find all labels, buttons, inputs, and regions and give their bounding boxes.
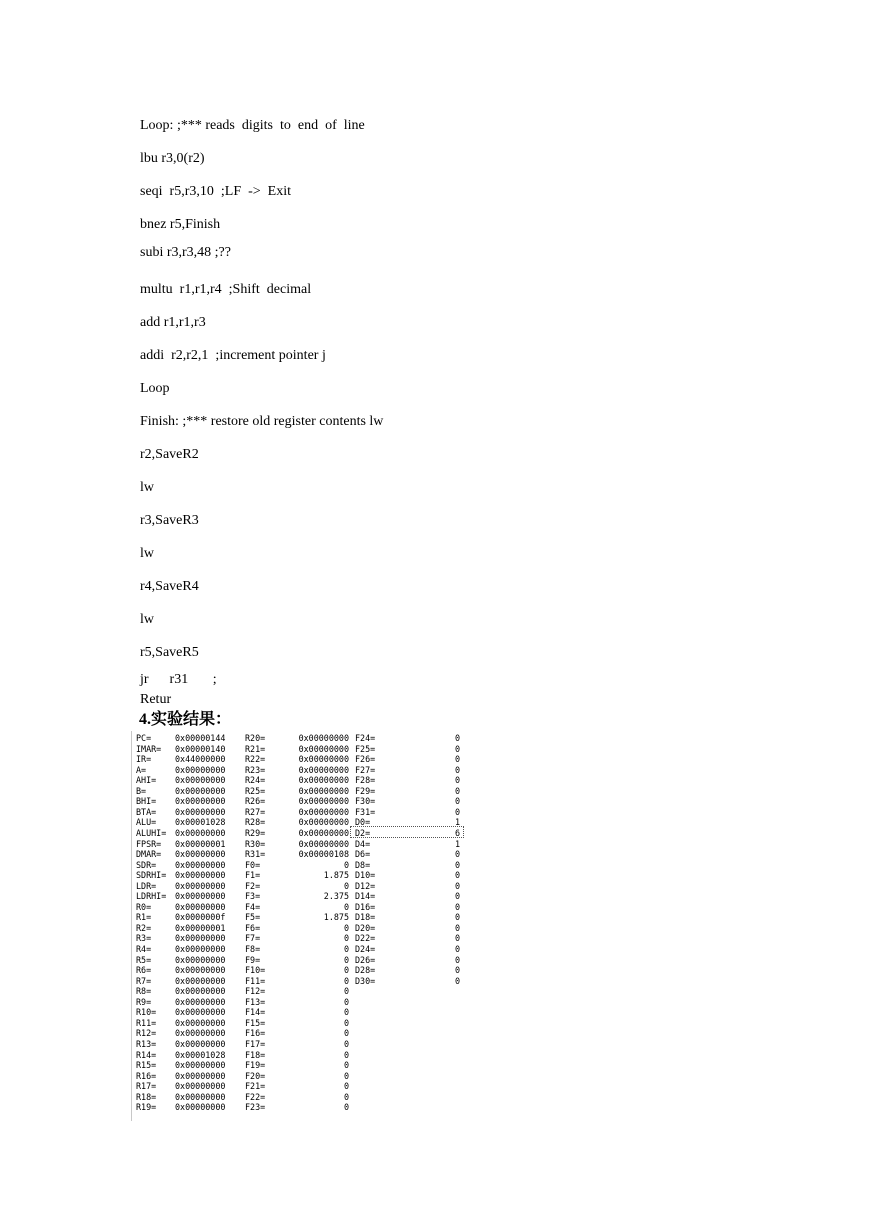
register-name: D0= [355,817,371,828]
register-name: F2= [245,880,261,891]
register-name: ALU= [136,817,157,828]
register-row [132,933,468,944]
register-name: R9= [136,996,152,1007]
register-name: SDRHI= [136,870,167,881]
register-window [131,731,468,1121]
register-name: BTA= [136,806,157,817]
register-name: R26= [245,796,266,807]
register-row [132,1102,468,1113]
register-name: R7= [136,975,152,986]
register-name: R21= [245,743,266,754]
register-name: IMAR= [136,743,162,754]
register-name: D6= [355,849,371,860]
register-name: R5= [136,954,152,965]
register-value: 0 [454,944,460,954]
register-value: 0x00000000 [175,849,226,860]
register-value: 0x0000000f [175,912,226,923]
register-value: 0 [343,1081,349,1092]
register-name: R8= [136,986,152,997]
register-value: 0x00001028 [175,817,226,828]
register-row [132,1007,468,1018]
register-name: R30= [245,838,266,849]
register-value: 0 [454,796,460,807]
register-value: 0 [343,996,349,1007]
register-row [132,870,468,881]
register-value: 0x00000000 [298,733,349,743]
register-name: F9= [245,954,261,965]
register-name: D30= [355,975,376,986]
register-value: 1 [454,817,460,828]
register-value: 0 [343,933,349,944]
register-value: 0 [343,1070,349,1081]
register-name: F10= [245,965,266,976]
register-name: D10= [355,870,376,881]
register-value: 0x00001028 [175,1049,226,1060]
register-name: LDR= [136,880,157,891]
register-name: D28= [355,965,376,976]
register-row [132,1028,468,1039]
register-row [132,849,468,860]
section-heading: 4.实验结果： [139,711,232,728]
register-name: F12= [245,986,266,997]
register-value: 0 [343,1007,349,1018]
register-name: F25= [355,743,376,754]
register-value: 0x44000000 [175,754,226,765]
register-value: 0x00000000 [298,764,349,775]
register-value: 0x00000000 [175,965,226,976]
register-row [132,860,468,871]
code-line: r4,SaveR4 [140,579,199,594]
register-value: 0 [343,922,349,933]
register-name: D22= [355,933,376,944]
register-name: F20= [245,1070,266,1081]
register-value: 0x00000000 [175,1028,226,1039]
register-value: 0x00000000 [175,764,226,775]
register-name: D8= [355,859,371,870]
register-value: 0x00000000 [175,785,226,796]
register-name: SDR= [136,859,157,870]
register-value: 2.375 [323,891,349,902]
register-value: 0x00000000 [175,1060,226,1071]
register-value: 0 [343,1028,349,1039]
register-row [132,923,468,934]
register-row [132,786,468,797]
register-name: F17= [245,1038,266,1049]
register-value: 0x00000144 [175,733,226,743]
code-line: lbu r3,0(r2) [140,151,205,166]
register-value: 0x00000000 [175,1081,226,1092]
register-name: R19= [136,1102,157,1113]
register-name: R28= [245,817,266,828]
register-value: 0 [343,986,349,997]
register-name: F21= [245,1081,266,1092]
register-value: 0 [343,901,349,912]
register-name: DMAR= [136,849,162,860]
register-name: R3= [136,933,152,944]
register-name: R17= [136,1081,157,1092]
register-value: 0x00000000 [175,1017,226,1028]
register-value: 0 [454,901,460,912]
code-line: subi r3,r3,48 ;?? [140,245,231,260]
register-value: 0 [454,912,460,923]
register-name: R11= [136,1017,157,1028]
code-line: r3,SaveR3 [140,513,199,528]
register-value: 0x00000000 [175,901,226,912]
register-name: R12= [136,1028,157,1039]
code-line: Loop: ;*** reads digits to end of line [140,118,365,133]
register-value: 0x00000001 [175,838,226,849]
register-name: R22= [245,754,266,765]
register-name: R10= [136,1007,157,1018]
register-value: 0 [454,764,460,775]
register-name: FPSR= [136,838,162,849]
register-row [132,1039,468,1050]
register-value: 0x00000000 [175,944,226,954]
register-value: 0x00000000 [175,996,226,1007]
code-line: seqi r5,r3,10 ;LF -> Exit [140,184,291,199]
register-row [132,944,468,955]
register-row [132,1060,468,1071]
register-value: 0x00000000 [298,775,349,786]
register-name: F5= [245,912,261,923]
register-name: R6= [136,965,152,976]
register-name: D12= [355,880,376,891]
register-name: R13= [136,1038,157,1049]
register-value: 1.875 [323,870,349,881]
register-value: 0 [454,743,460,754]
register-value: 0 [343,975,349,986]
register-name: A= [136,764,147,775]
register-value: 1 [454,838,460,849]
register-name: IR= [136,754,152,765]
register-name: ALUHI= [136,827,167,838]
register-value: 0x00000000 [175,806,226,817]
register-name: F6= [245,922,261,933]
register-value: 0 [343,1049,349,1060]
register-row [132,1081,468,1092]
register-value: 0 [343,1038,349,1049]
register-value: 6 [454,827,460,838]
register-name: D20= [355,922,376,933]
register-name: R27= [245,806,266,817]
register-name: D14= [355,891,376,902]
code-line: lw [140,612,154,627]
register-value: 0 [343,880,349,891]
register-name: R1= [136,912,152,923]
register-row [132,765,468,776]
code-line: Finish: ;*** restore old register contents lw [140,414,384,429]
register-name: F1= [245,870,261,881]
register-value: 0 [454,775,460,786]
register-value: 0 [343,1017,349,1028]
register-row [132,1092,468,1103]
register-row [132,754,468,765]
register-name: D26= [355,954,376,965]
register-name: R2= [136,922,152,933]
register-row [132,775,468,786]
code-line: r5,SaveR5 [140,645,199,660]
register-row [132,796,468,807]
register-value: 0x00000000 [175,775,226,786]
register-name: F29= [355,785,376,796]
register-name: R20= [245,733,266,743]
register-value: 0x00000000 [298,743,349,754]
register-name: F8= [245,944,261,954]
code-line: Loop [140,381,170,396]
register-name: R29= [245,827,266,838]
register-value: 0x00000108 [298,849,349,860]
selected-row-highlight [351,827,463,837]
register-row [132,976,468,987]
register-value: 0x00000000 [298,827,349,838]
register-value: 0 [454,806,460,817]
register-value: 0x00000000 [298,806,349,817]
register-name: R24= [245,775,266,786]
register-row [132,902,468,913]
register-value: 0x00000000 [175,827,226,838]
register-value: 0 [343,1060,349,1071]
register-value: 0x00000000 [298,796,349,807]
register-name: F24= [355,733,376,743]
register-name: F19= [245,1060,266,1071]
register-row [132,1050,468,1061]
code-line: lw [140,546,154,561]
register-name: F15= [245,1017,266,1028]
register-name: F28= [355,775,376,786]
register-value: 0x00000000 [298,754,349,765]
register-value: 0x00000000 [175,1070,226,1081]
register-name: BHI= [136,796,157,807]
register-name: F11= [245,975,266,986]
register-value: 0x00000000 [175,1091,226,1102]
register-name: R15= [136,1060,157,1071]
register-name: F27= [355,764,376,775]
register-row [132,986,468,997]
register-value: 0 [343,954,349,965]
register-row [132,744,468,755]
code-line: r2,SaveR2 [140,447,199,462]
register-name: LDRHI= [136,891,167,902]
register-row [132,912,468,923]
register-name: D2= [355,827,371,838]
register-value: 0 [343,965,349,976]
register-value: 0x00000000 [175,1007,226,1018]
register-row [132,807,468,818]
register-name: R31= [245,849,266,860]
register-value: 0x00000000 [175,933,226,944]
register-name: F22= [245,1091,266,1102]
register-row [132,1018,468,1029]
register-row [132,891,468,902]
register-name: F26= [355,754,376,765]
register-row [132,997,468,1008]
register-value: 0x00000001 [175,922,226,933]
register-name: R0= [136,901,152,912]
register-value: 0 [454,870,460,881]
register-value: 0 [454,954,460,965]
register-value: 0x00000000 [175,954,226,965]
register-name: F13= [245,996,266,1007]
code-line: multu r1,r1,r4 ;Shift decimal [140,282,312,297]
register-name: D16= [355,901,376,912]
register-name: F0= [245,859,261,870]
register-value: 0x00000000 [298,838,349,849]
register-value: 0x00000000 [175,1038,226,1049]
register-value: 0 [454,880,460,891]
code-line: add r1,r1,r3 [140,315,206,330]
register-name: R16= [136,1070,157,1081]
register-row [132,733,468,744]
register-name: R4= [136,944,152,954]
register-value: 0x00000140 [175,743,226,754]
register-value: 0 [343,1091,349,1102]
register-name: F31= [355,806,376,817]
register-name: F7= [245,933,261,944]
register-value: 0 [454,849,460,860]
code-line: Retur [140,692,172,707]
register-name: F3= [245,891,261,902]
register-row [132,881,468,892]
register-name: R25= [245,785,266,796]
register-name: D24= [355,944,376,954]
register-name: PC= [136,733,152,743]
register-name: D18= [355,912,376,923]
code-line: lw [140,480,154,495]
register-value: 0x00000000 [175,880,226,891]
register-value: 0 [454,975,460,986]
register-value: 0 [343,944,349,954]
register-name: AHI= [136,775,157,786]
register-name: F18= [245,1049,266,1060]
register-name: F23= [245,1102,266,1113]
register-value: 0 [454,933,460,944]
register-name: B= [136,785,147,796]
register-name: F4= [245,901,261,912]
register-value: 0 [454,922,460,933]
register-name: R18= [136,1091,157,1102]
register-name: R14= [136,1049,157,1060]
register-row [132,828,468,839]
code-line: bnez r5,Finish [140,217,221,232]
register-value: 0 [454,733,460,743]
register-value: 0 [454,859,460,870]
register-value: 0 [343,1102,349,1113]
register-value: 0 [454,754,460,765]
register-value: 1.875 [323,912,349,923]
register-name: F16= [245,1028,266,1039]
register-row [132,965,468,976]
register-value: 0x00000000 [298,785,349,796]
register-name: F30= [355,796,376,807]
code-line: addi r2,r2,1 ;increment pointer j [140,348,326,363]
register-value: 0x00000000 [175,975,226,986]
register-name: F14= [245,1007,266,1018]
register-value: 0 [454,785,460,796]
register-value: 0x00000000 [175,870,226,881]
register-row [132,1071,468,1082]
register-value: 0x00000000 [175,796,226,807]
register-row [132,839,468,850]
register-name: D4= [355,838,371,849]
register-value: 0x00000000 [175,986,226,997]
register-value: 0x00000000 [175,891,226,902]
register-value: 0 [343,859,349,870]
register-name: R23= [245,764,266,775]
register-row [132,955,468,966]
code-line: jr r31 ; [140,672,217,687]
register-value: 0x00000000 [175,859,226,870]
register-value: 0x00000000 [298,817,349,828]
register-value: 0 [454,891,460,902]
register-value: 0 [454,965,460,976]
register-value: 0x00000000 [175,1102,226,1113]
